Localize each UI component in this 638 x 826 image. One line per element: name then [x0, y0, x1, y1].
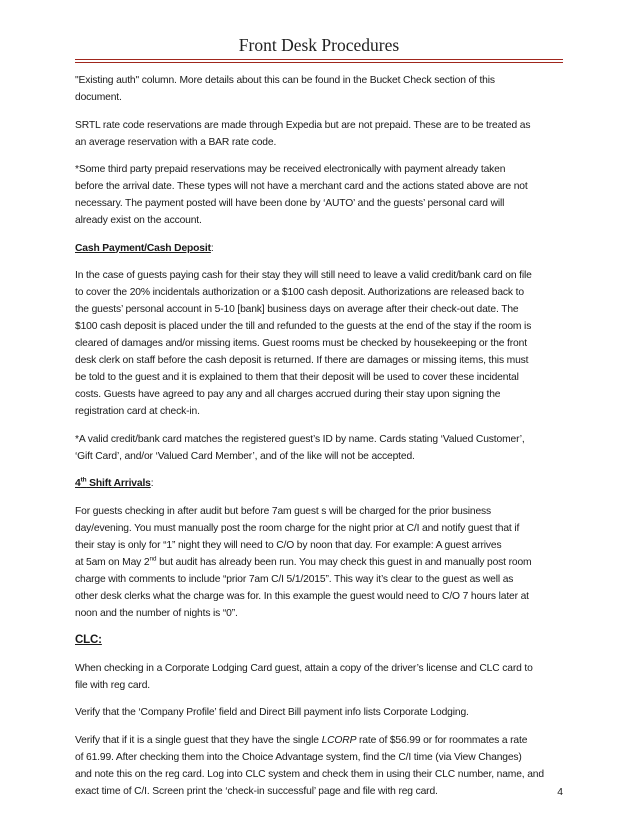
text-line: In the case of guests paying cash for their stay they will still need to leave a valid credit/bank card on file	[75, 270, 532, 281]
page-title: Front Desk Procedures	[238, 35, 400, 55]
paragraph-clc-checkin	[75, 660, 565, 694]
page-number: 4	[557, 787, 563, 798]
text-line: cleared of damages and/or missing items. Guest rooms must be checked by housekeeping or the front	[75, 338, 527, 349]
text-line: to cover the 20% incidentals authorization or a $100 cash deposit. Authorizations are released back to	[75, 287, 524, 298]
text-line: When checking in a Corporate Lodging Card guest, attain a copy of the driver’s license and CLC card to	[75, 662, 533, 674]
text-line: Verify that the ‘Company Profile’ field and Direct Bill payment info lists Corporate Lodging.	[75, 707, 469, 718]
text-line: an average reservation with a BAR rate code.	[75, 136, 277, 148]
paragraph-valid-card	[75, 431, 565, 465]
document-body	[75, 72, 565, 810]
text-line: "Existing auth" column. More details about this can be found in the Bucket Check section of this	[75, 75, 495, 86]
text-line: be told to the guest and it is explained to them that their deposit will be used to cover these incidental	[75, 372, 519, 383]
section-heading-shift	[75, 475, 565, 492]
text-line: other desk clerks what the charge was for. In this example the guest would need to C/O 7 hours later at	[75, 590, 529, 602]
paragraph-existing-auth	[75, 72, 565, 106]
header-rule-secondary	[75, 62, 563, 63]
paragraph-srtl	[75, 117, 565, 151]
text-line: SRTL rate code reservations are made through Expedia but are not prepaid. These are to be treated as	[75, 119, 531, 131]
ordinal-suffix: nd	[149, 555, 157, 563]
section-heading-clc	[75, 632, 565, 649]
section-heading-cash	[75, 240, 565, 257]
heading-text: Shift Arrivals	[86, 478, 151, 489]
text-line: day/evening. You must manually post the room charge for the night prior at C/I and notify guest that if	[75, 522, 520, 534]
text-line: document.	[75, 92, 122, 103]
heading-clc: CLC:	[75, 634, 102, 646]
heading-number: 4	[75, 478, 81, 489]
text-line: before the arrival date. These types will not have a merchant card and the actions stated above are not	[75, 181, 528, 192]
text-fragment: but audit has already been run. You may check this guest in and manually post room	[156, 556, 532, 568]
heading-colon: :	[150, 478, 154, 489]
text-line: *A valid credit/bank card matches the registered guest’s ID by name. Cards stating ‘Valued Customer’,	[75, 433, 525, 445]
text-line: and note this on the reg card. Log into CLC system and check them in using their CLC number, name, and	[75, 768, 544, 780]
text-line: of 61.99. After checking them into the Choice Advantage system, find the C/I time (via View Changes)	[75, 751, 522, 763]
text-line: noon and the number of nights is “0”.	[75, 607, 238, 619]
text-line	[75, 732, 565, 749]
paragraph-shift	[75, 503, 565, 622]
paragraph-cash	[75, 267, 565, 420]
heading-ordinal: th	[80, 476, 87, 484]
text-line: exact time of C/I. Screen print the ‘check-in successful’ page and file with reg card.	[75, 785, 438, 797]
text-line: file with reg card.	[75, 679, 150, 691]
text-line: necessary. The payment posted will have been done by ‘AUTO’ and the guests’ personal card will	[75, 198, 505, 209]
text-line: *Some third party prepaid reservations may be received electronically with payment already taken	[75, 164, 506, 175]
paragraph-third-party	[75, 161, 565, 229]
rate-code: LCORP	[321, 734, 357, 746]
text-line: the guests’ personal account in 5-10 [bank] business days on average after their check-out date. The	[75, 304, 519, 315]
heading-4th-shift	[75, 478, 151, 489]
text-line: charge with comments to include “prior 7am C/I 5/1/2015”. This way it’s clear to the guest as well as	[75, 573, 514, 585]
text-line: $100 cash deposit is placed under the till and refunded to the guests at the end of the stay if the room is	[75, 321, 532, 332]
text-line	[75, 554, 565, 571]
text-line: ‘Gift Card’, and/or ‘Valued Card Member’, and of the like will not be accepted.	[75, 450, 415, 462]
paragraph-clc-verify-rate	[75, 732, 565, 800]
text-line: desk clerk on staff before the cash deposit is returned. If there are damages or missing items, this must	[75, 355, 529, 366]
text-line: costs. Guests have agreed to pay any and all charges accrued during their stay upon signing the	[75, 389, 501, 400]
text-fragment: rate of $56.99 or for roommates a rate	[356, 734, 528, 746]
text-line: For guests checking in after audit but before 7am guest s will be charged for the prior business	[75, 505, 492, 517]
text-fragment: Verify that if it is a single guest that they have the single	[75, 734, 322, 746]
paragraph-clc-verify-profile	[75, 704, 565, 721]
text-line: their stay is only for “1” night they will need to C/O by noon that day. For example: A guest arrives	[75, 539, 502, 551]
text-line: registration card at check-in.	[75, 406, 200, 417]
heading-cash-payment: Cash Payment/Cash Deposit	[75, 242, 211, 254]
header-rule	[75, 59, 563, 60]
heading-colon: :	[210, 242, 214, 254]
text-fragment: at 5am on May 2	[75, 556, 150, 568]
text-line: already exist on the account.	[75, 215, 202, 226]
